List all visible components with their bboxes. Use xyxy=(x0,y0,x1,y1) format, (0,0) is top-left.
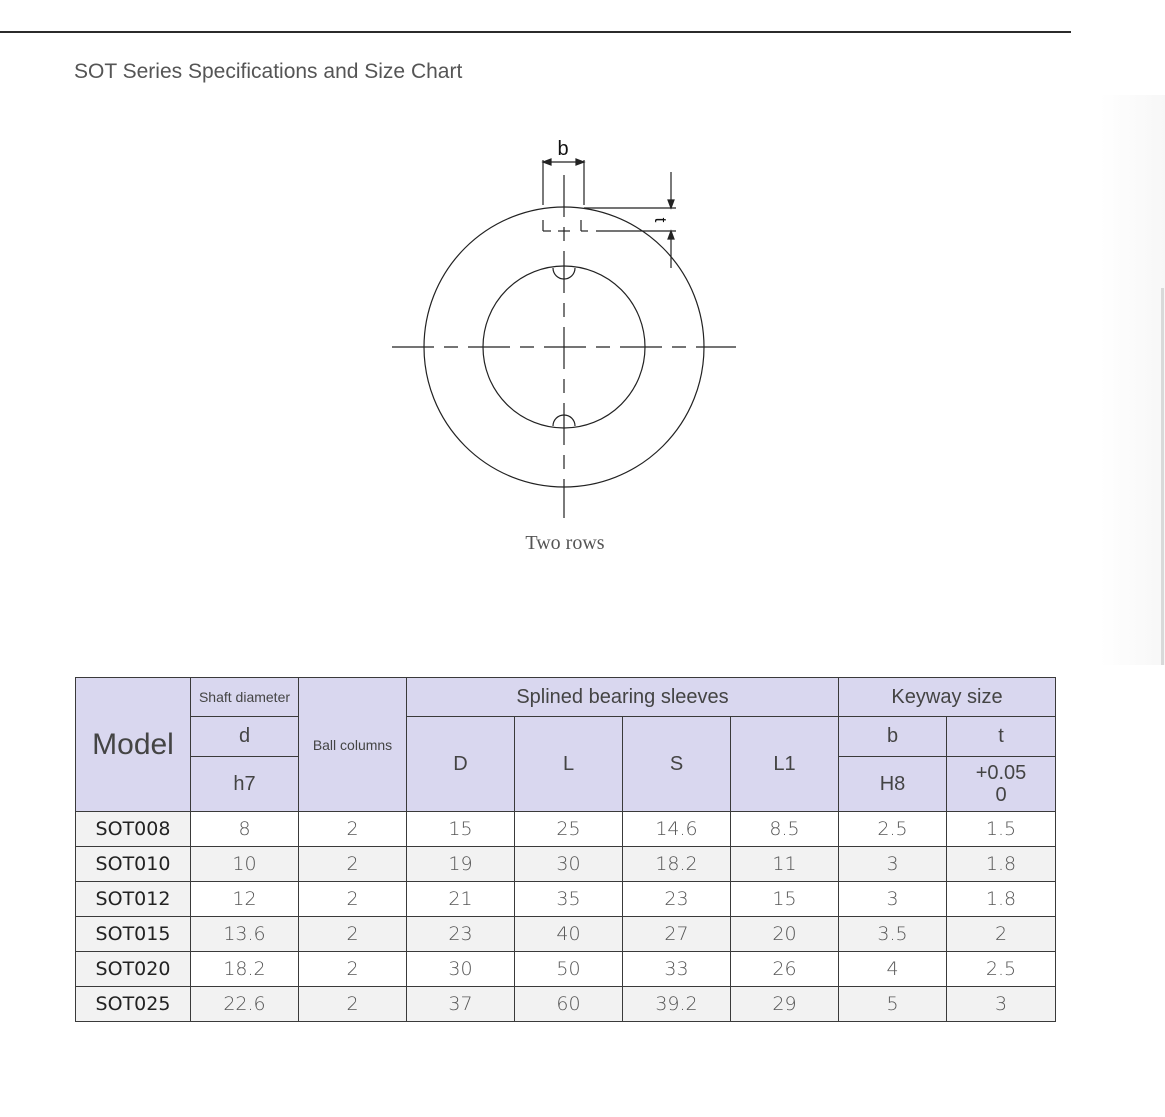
bearing-cross-section-diagram xyxy=(380,130,750,570)
page-title: SOT Series Specifications and Size Chart xyxy=(74,60,463,83)
diagram-caption: Two rows xyxy=(525,532,605,554)
header-tolerance xyxy=(947,757,1056,812)
cell-D: 15 xyxy=(407,812,515,847)
cell-keyway-b: 3.5 xyxy=(839,917,947,952)
cell-S: 23 xyxy=(623,882,731,917)
table-row xyxy=(76,952,1056,987)
cell-D: 19 xyxy=(407,847,515,882)
cell-S: 18.2 xyxy=(623,847,731,882)
cell-keyway-b: 5 xyxy=(839,987,947,1022)
header-L: L xyxy=(515,717,623,812)
header-d: d xyxy=(191,717,299,757)
cell-ball-columns: 2 xyxy=(299,882,407,917)
cell-L1: 11 xyxy=(731,847,839,882)
header-tolerance-lower: 0 xyxy=(995,784,1007,806)
cell-L: 30 xyxy=(515,847,623,882)
cell-ball-columns: 2 xyxy=(299,847,407,882)
cell-S: 14.6 xyxy=(623,812,731,847)
header-keyway-size: Keyway size xyxy=(839,678,1056,717)
header-ball-columns: Ball columns xyxy=(299,678,407,812)
cell-D: 23 xyxy=(407,917,515,952)
header-shaft-diameter: Shaft diameter xyxy=(191,678,299,717)
cell-keyway-t: 1.8 xyxy=(947,847,1056,882)
cell-D: 21 xyxy=(407,882,515,917)
cell-keyway-b: 2.5 xyxy=(839,812,947,847)
cell-L1: 26 xyxy=(731,952,839,987)
table-row xyxy=(76,847,1056,882)
cell-L: 25 xyxy=(515,812,623,847)
header-tolerance-upper: +0.05 xyxy=(975,762,1027,784)
table-row xyxy=(76,882,1056,917)
header-S: S xyxy=(623,717,731,812)
cell-keyway-t: 3 xyxy=(947,987,1056,1022)
cell-ball-columns: 2 xyxy=(299,987,407,1022)
header-splined-bearing-sleeves: Splined bearing sleeves xyxy=(407,678,839,717)
cell-keyway-t: 2 xyxy=(947,917,1056,952)
cell-shaft-diameter-d: 12 xyxy=(191,882,299,917)
header-h7: h7 xyxy=(191,757,299,812)
cell-ball-columns: 2 xyxy=(299,952,407,987)
cell-S: 39.2 xyxy=(623,987,731,1022)
cell-keyway-t: 1.5 xyxy=(947,812,1056,847)
header-b: b xyxy=(839,717,947,757)
cell-shaft-diameter-d: 8 xyxy=(191,812,299,847)
cell-L: 35 xyxy=(515,882,623,917)
cell-keyway-b: 4 xyxy=(839,952,947,987)
header-L1: L1 xyxy=(731,717,839,812)
side-panel-edge xyxy=(1161,288,1164,665)
cell-model: SOT012 xyxy=(76,882,191,917)
cell-model: SOT025 xyxy=(76,987,191,1022)
bearing-drawing xyxy=(380,130,750,530)
cell-L: 60 xyxy=(515,987,623,1022)
cell-D: 30 xyxy=(407,952,515,987)
cell-L1: 29 xyxy=(731,987,839,1022)
spec-table xyxy=(75,677,1056,1022)
header-t: t xyxy=(947,717,1056,757)
cell-shaft-diameter-d: 13.6 xyxy=(191,917,299,952)
table-body xyxy=(76,812,1056,1022)
header-D: D xyxy=(407,717,515,812)
cell-shaft-diameter-d: 18.2 xyxy=(191,952,299,987)
cell-L1: 20 xyxy=(731,917,839,952)
side-panel xyxy=(1100,95,1165,665)
cell-ball-columns: 2 xyxy=(299,917,407,952)
top-divider xyxy=(0,31,1071,33)
cell-keyway-b: 3 xyxy=(839,847,947,882)
cell-model: SOT020 xyxy=(76,952,191,987)
header-H8: H8 xyxy=(839,757,947,812)
table-row xyxy=(76,987,1056,1022)
cell-model: SOT015 xyxy=(76,917,191,952)
cell-L1: 8.5 xyxy=(731,812,839,847)
cell-ball-columns: 2 xyxy=(299,812,407,847)
table-row xyxy=(76,812,1056,847)
cell-shaft-diameter-d: 10 xyxy=(191,847,299,882)
cell-model: SOT008 xyxy=(76,812,191,847)
cell-model: SOT010 xyxy=(76,847,191,882)
dim-label-b: b xyxy=(557,138,569,160)
cell-L: 50 xyxy=(515,952,623,987)
dim-label-t: t xyxy=(651,217,670,223)
cell-D: 37 xyxy=(407,987,515,1022)
cell-L1: 15 xyxy=(731,882,839,917)
cell-keyway-t: 2.5 xyxy=(947,952,1056,987)
cell-S: 33 xyxy=(623,952,731,987)
cell-keyway-t: 1.8 xyxy=(947,882,1056,917)
cell-keyway-b: 3 xyxy=(839,882,947,917)
cell-shaft-diameter-d: 22.6 xyxy=(191,987,299,1022)
cell-L: 40 xyxy=(515,917,623,952)
cell-S: 27 xyxy=(623,917,731,952)
table-row xyxy=(76,917,1056,952)
header-model: Model xyxy=(76,678,191,812)
